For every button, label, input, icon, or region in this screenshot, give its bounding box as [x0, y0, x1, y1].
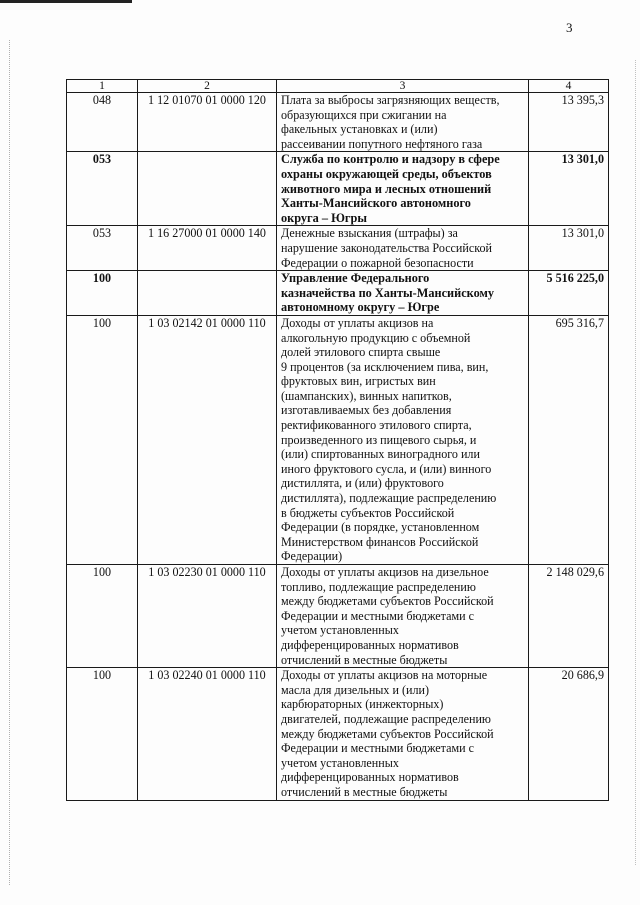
cell-budget-code: 1 03 02142 01 0000 110: [138, 315, 277, 564]
cell-amount: 5 516 225,0: [529, 271, 609, 316]
cell-admin-code: 100: [67, 565, 138, 668]
header-col-1: 1: [67, 80, 138, 93]
table-row-agency: [67, 271, 609, 316]
cell-budget-code: 1 03 02240 01 0000 110: [138, 668, 277, 800]
cell-admin-code: 053: [67, 226, 138, 271]
cell-description: Служба по контролю и надзору в сфере охраны окружающей среды, объектов животного мира и лесных отношений Ханты-Мансийского автономного округа – Югры: [277, 152, 529, 226]
cell-description: Управление Федерального казначейства по Ханты-Мансийскому автономному округу – Югре: [277, 271, 529, 316]
table-row: [67, 668, 609, 800]
header-col-2: 2: [138, 80, 277, 93]
cell-amount: 20 686,9: [529, 668, 609, 800]
page-number: 3: [566, 20, 573, 35]
cell-amount: 13 301,0: [529, 226, 609, 271]
header-row: [67, 80, 609, 93]
cell-budget-code: 1 12 01070 01 0000 120: [138, 93, 277, 152]
table-row: [67, 315, 609, 564]
cell-description: Доходы от уплаты акцизов на моторные масла для дизельных и (или) карбюраторных (инжекторных) двигателей, подлежащие распределению между бюджетами субъектов Российской Федерации и местными бюджетами с учетом установленных дифференцированных нормативов отчислений в местные бюджеты: [277, 668, 529, 800]
cell-admin-code: 100: [67, 668, 138, 800]
header-col-3: 3: [277, 80, 529, 93]
cell-description: Доходы от уплаты акцизов на алкогольную продукцию с объемной долей этилового спирта свыше 9 процентов (за исключением пива, вин, фруктовых вин, игристых вин (шампанских), винных напитков, изготавливаемых без добавления ректификованного этилового спирта, произведенного из пищевого сырья, и (или) спиртованных виноградного или иного фруктового сусла, и (или) винного дистиллята, и (или) фруктового дистиллята), подлежащие распределению в бюджеты субъектов Российской Федерации (в порядке, установленном Министерством финансов Российской Федерации): [277, 315, 529, 564]
table-row: [67, 93, 609, 152]
cell-budget-code: [138, 152, 277, 226]
cell-budget-code: [138, 271, 277, 316]
cell-admin-code: 100: [67, 315, 138, 564]
scan-margin-left: [9, 40, 10, 885]
cell-admin-code: 053: [67, 152, 138, 226]
cell-admin-code: 100: [67, 271, 138, 316]
cell-admin-code: 048: [67, 93, 138, 152]
revenue-table: [66, 79, 609, 801]
table-row: [67, 226, 609, 271]
scan-margin-right: [635, 60, 636, 865]
top-rule: [0, 0, 132, 3]
cell-amount: 2 148 029,6: [529, 565, 609, 668]
cell-description: Доходы от уплаты акцизов на дизельное топливо, подлежащие распределению между бюджетами субъектов Российской Федерации и местными бюджетами с учетом установленных дифференцированных нормативов отчислений в местные бюджеты: [277, 565, 529, 668]
cell-description: Плата за выбросы загрязняющих веществ, образующихся при сжигании на факельных установках и (или) рассеивании попутного нефтяного газа: [277, 93, 529, 152]
table-row: [67, 565, 609, 668]
cell-amount: 13 395,3: [529, 93, 609, 152]
cell-amount: 13 301,0: [529, 152, 609, 226]
cell-budget-code: 1 16 27000 01 0000 140: [138, 226, 277, 271]
cell-budget-code: 1 03 02230 01 0000 110: [138, 565, 277, 668]
header-col-4: 4: [529, 80, 609, 93]
cell-description: Денежные взыскания (штрафы) за нарушение законодательства Российской Федерации о пожарной безопасности: [277, 226, 529, 271]
cell-amount: 695 316,7: [529, 315, 609, 564]
table-row-agency: [67, 152, 609, 226]
